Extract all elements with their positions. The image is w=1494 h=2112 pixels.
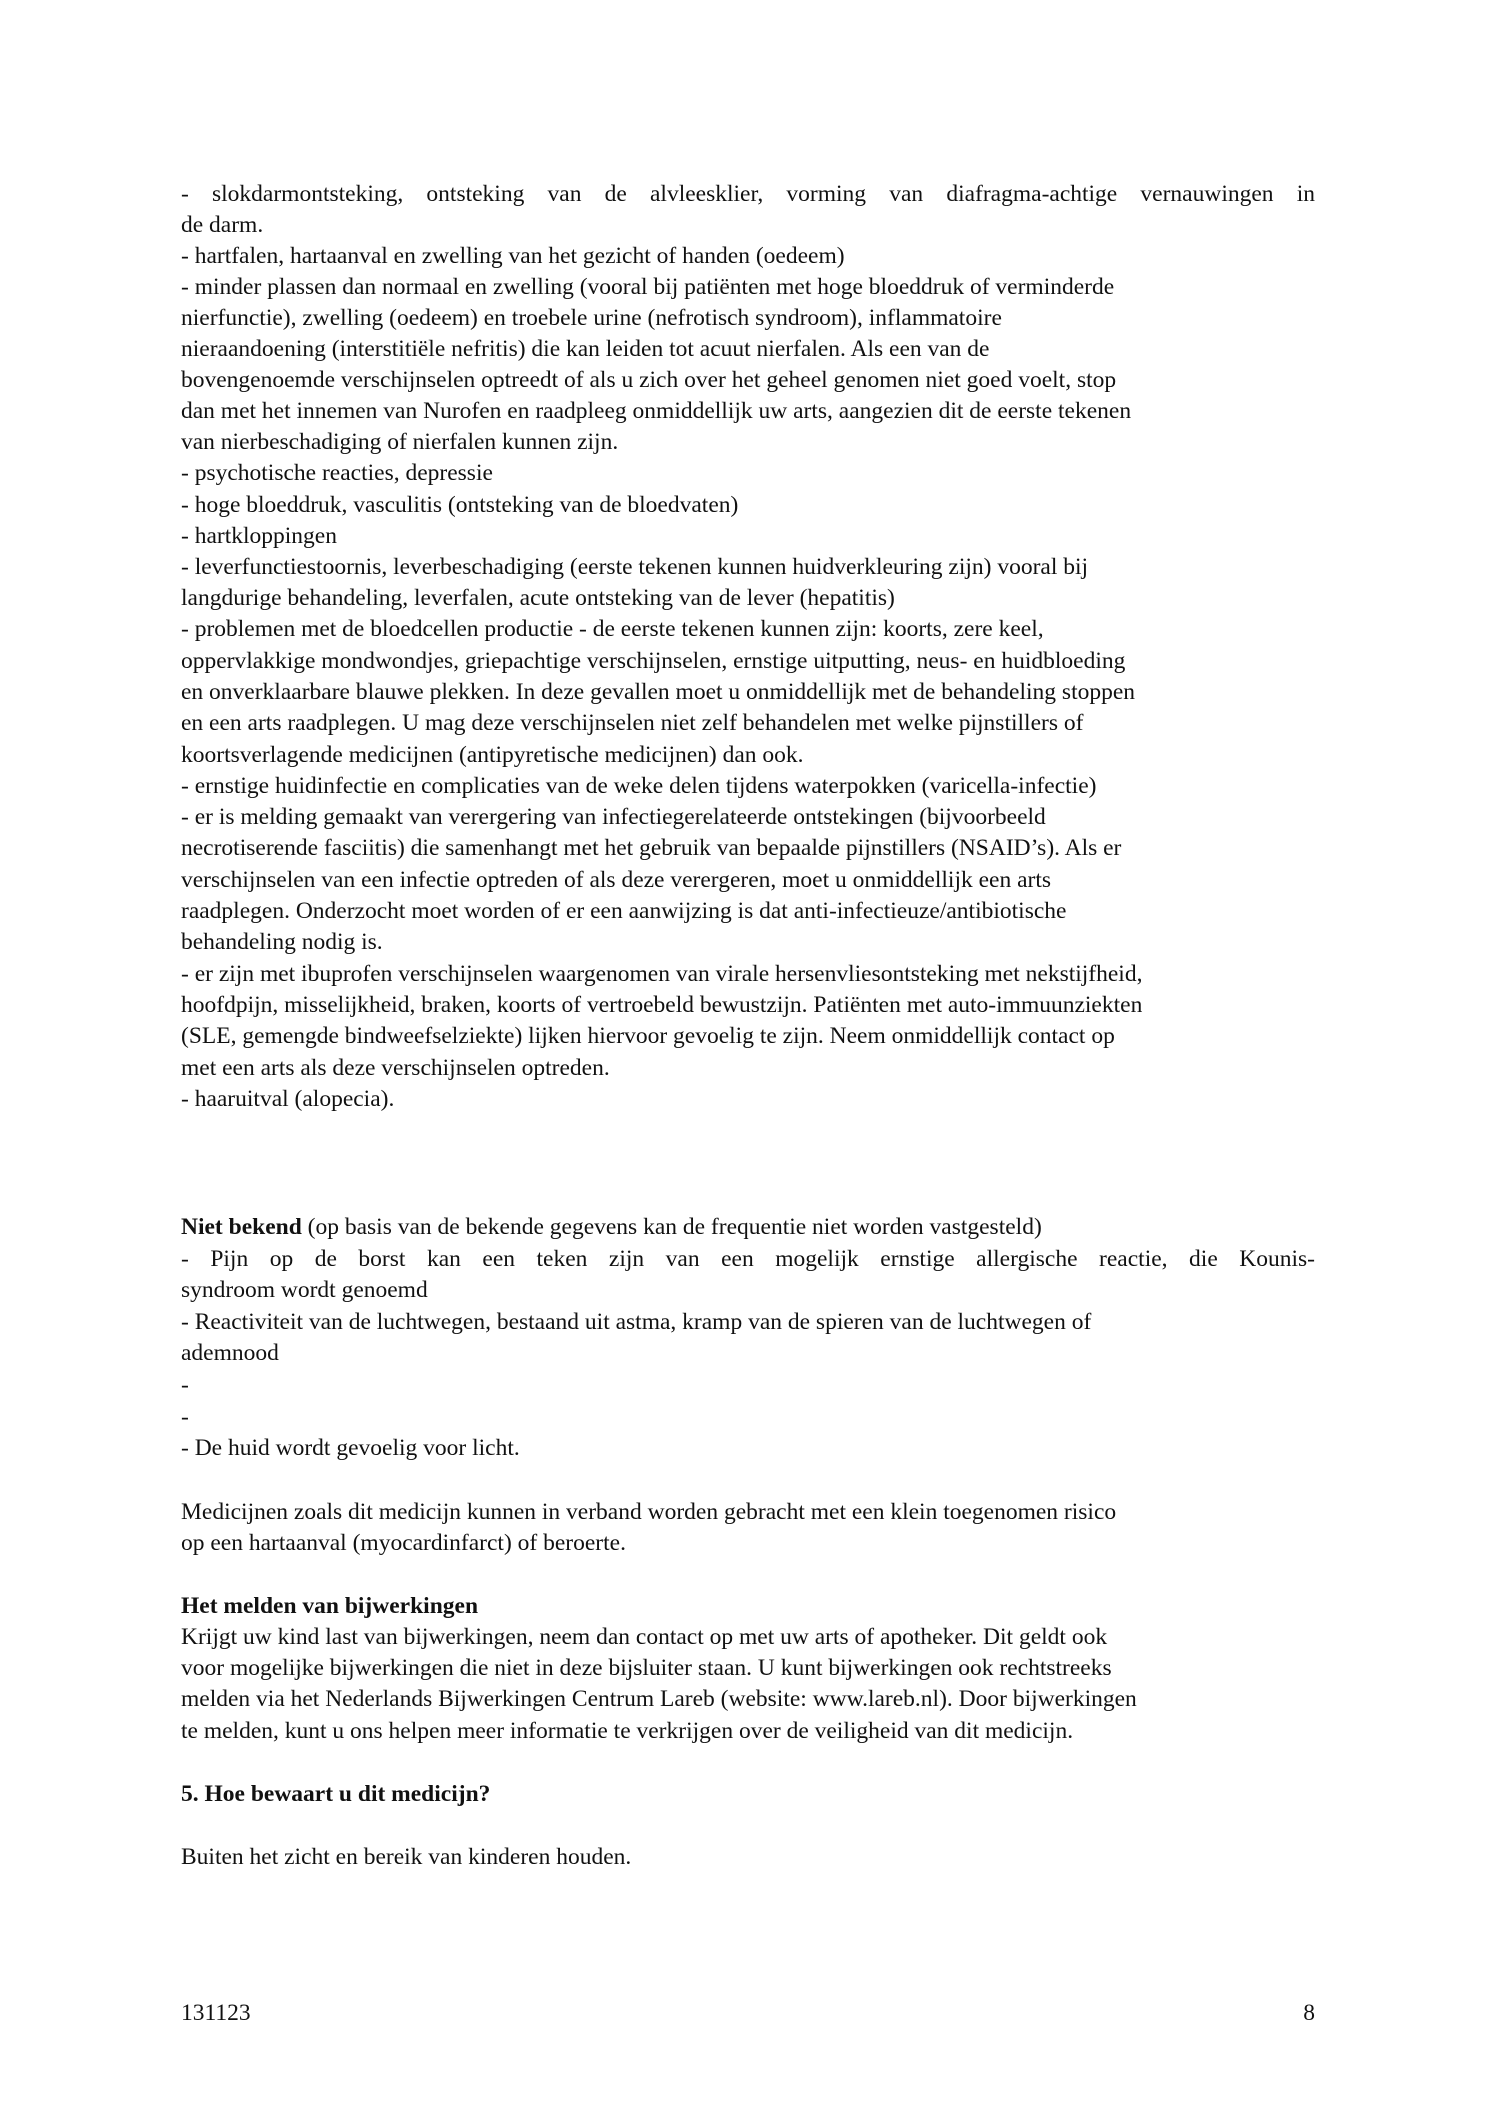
text-line: raadplegen. Onderzocht moet worden of er een aanwijzing is dat anti-infectieuze/antibiotische: [181, 898, 1067, 924]
text-line: met een arts als deze verschijnselen optreden.: [181, 1055, 610, 1081]
text-line: necrotiserende fasciitis) die samenhangt met het gebruik van bepaalde pijnstillers (NSAID’s). Als er: [181, 835, 1122, 861]
text-line: -: [181, 1404, 189, 1430]
page-number: 8: [1303, 2000, 1315, 2026]
text-line: op een hartaanval (myocardinfarct) of beroerte.: [181, 1530, 626, 1556]
text-line: voor mogelijke bijwerkingen die niet in deze bijsluiter staan. U kunt bijwerkingen ook rechtstreeks: [181, 1655, 1112, 1681]
text-line: -: [181, 1372, 189, 1398]
text-line: - haaruitval (alopecia).: [181, 1086, 395, 1112]
text-line: - slokdarmontsteking, ontsteking van de alvleesklier, vorming van diafragma-achtige vernauwingen in: [181, 181, 1315, 207]
text-line: Krijgt uw kind last van bijwerkingen, neem dan contact op met uw arts of apotheker. Dit geldt ook: [181, 1624, 1108, 1650]
text-line: - minder plassen dan normaal en zwelling (vooral bij patiënten met hoge bloeddruk of verminderde: [181, 274, 1115, 300]
text-line: - er is melding gemaakt van verergering van infectiegerelateerde ontstekingen (bijvoorbeeld: [181, 804, 1046, 830]
text-line: - hartfalen, hartaanval en zwelling van het gezicht of handen (oedeem): [181, 243, 845, 269]
text-line: verschijnselen van een infectie optreden of als deze verergeren, moet u onmiddellijk een arts: [181, 867, 1052, 893]
text-line: Buiten het zicht en bereik van kinderen houden.: [181, 1844, 632, 1870]
text-line: bovengenoemde verschijnselen optreedt of als u zich over het geheel genomen niet goed voelt, stop: [181, 367, 1117, 393]
text-line: nierfunctie), zwelling (oedeem) en troebele urine (nefrotisch syndroom), inflammatoire: [181, 305, 1002, 331]
text-line: melden via het Nederlands Bijwerkingen Centrum Lareb (website: www.lareb.nl). Door bijwerkingen: [181, 1686, 1137, 1712]
text-line: nieraandoening (interstitiële nefritis) die kan leiden tot acuut nierfalen. Als een van de: [181, 336, 990, 362]
text-line: - Pijn op de borst kan een teken zijn van een mogelijk ernstige allergische reactie, die Kounis-: [181, 1246, 1315, 1272]
section-heading: 5. Hoe bewaart u dit medicijn?: [181, 1781, 491, 1807]
text-line: syndroom wordt genoemd: [181, 1277, 428, 1303]
section-heading: Niet bekend: [181, 1214, 302, 1240]
text-line: en onverklaarbare blauwe plekken. In deze gevallen moet u onmiddellijk met de behandeling stoppen: [181, 679, 1136, 705]
text-line: hoofdpijn, misselijkheid, braken, koorts of vertroebeld bewustzijn. Patiënten met auto-immuunziekten: [181, 992, 1143, 1018]
text-line: langdurige behandeling, leverfalen, acute ontsteking van de lever (hepatitis): [181, 585, 895, 611]
text-line: dan met het innemen van Nurofen en raadpleeg onmiddellijk uw arts, aangezien dit de eerste tekenen: [181, 398, 1132, 424]
section-heading: Het melden van bijwerkingen: [181, 1593, 479, 1619]
text-line: Medicijnen zoals dit medicijn kunnen in verband worden gebracht met een klein toegenomen risico: [181, 1499, 1117, 1525]
niet-bekend-heading-line: [181, 1212, 1042, 1243]
text-line: - Reactiviteit van de luchtwegen, bestaand uit astma, kramp van de spieren van de luchtwegen of: [181, 1309, 1092, 1335]
text-line: - De huid wordt gevoelig voor licht.: [181, 1435, 520, 1461]
text-line: koortsverlagende medicijnen (antipyretische medicijnen) dan ook.: [181, 742, 804, 768]
text-line: - ernstige huidinfectie en complicaties van de weke delen tijdens waterpokken (varicella-infectie): [181, 773, 1097, 799]
text-line: (SLE, gemengde bindweefselziekte) lijken hiervoor gevoelig te zijn. Neem onmiddellijk contact op: [181, 1023, 1115, 1049]
text-line: de darm.: [181, 212, 264, 238]
text-line: - psychotische reacties, depressie: [181, 460, 493, 486]
text-line: - er zijn met ibuprofen verschijnselen waargenomen van virale hersenvliesontsteking met nekstijfheid,: [181, 961, 1143, 987]
text-line: - hoge bloeddruk, vasculitis (ontsteking van de bloedvaten): [181, 492, 739, 518]
text-line: van nierbeschadiging of nierfalen kunnen zijn.: [181, 429, 619, 455]
text-line: - hartkloppingen: [181, 523, 337, 549]
text-line: en een arts raadplegen. U mag deze verschijnselen niet zelf behandelen met welke pijnstillers of: [181, 710, 1084, 736]
text-line: - problemen met de bloedcellen productie - de eerste tekenen kunnen zijn: koorts, zere keel,: [181, 616, 1044, 642]
text-line: behandeling nodig is.: [181, 929, 383, 955]
document-code: 131123: [181, 2000, 251, 2026]
text-line: - leverfunctiestoornis, leverbeschadiging (eerste tekenen kunnen huidverkleuring zijn) vooral bij: [181, 554, 1089, 580]
text-line: te melden, kunt u ons helpen meer informatie te verkrijgen over de veiligheid van dit medicijn.: [181, 1718, 1074, 1744]
heading-note: (op basis van de bekende gegevens kan de frequentie niet worden vastgesteld): [301, 1214, 1042, 1240]
text-line: ademnood: [181, 1340, 279, 1366]
text-line: oppervlakkige mondwondjes, griepachtige verschijnselen, ernstige uitputting, neus- en huidbloeding: [181, 648, 1126, 674]
